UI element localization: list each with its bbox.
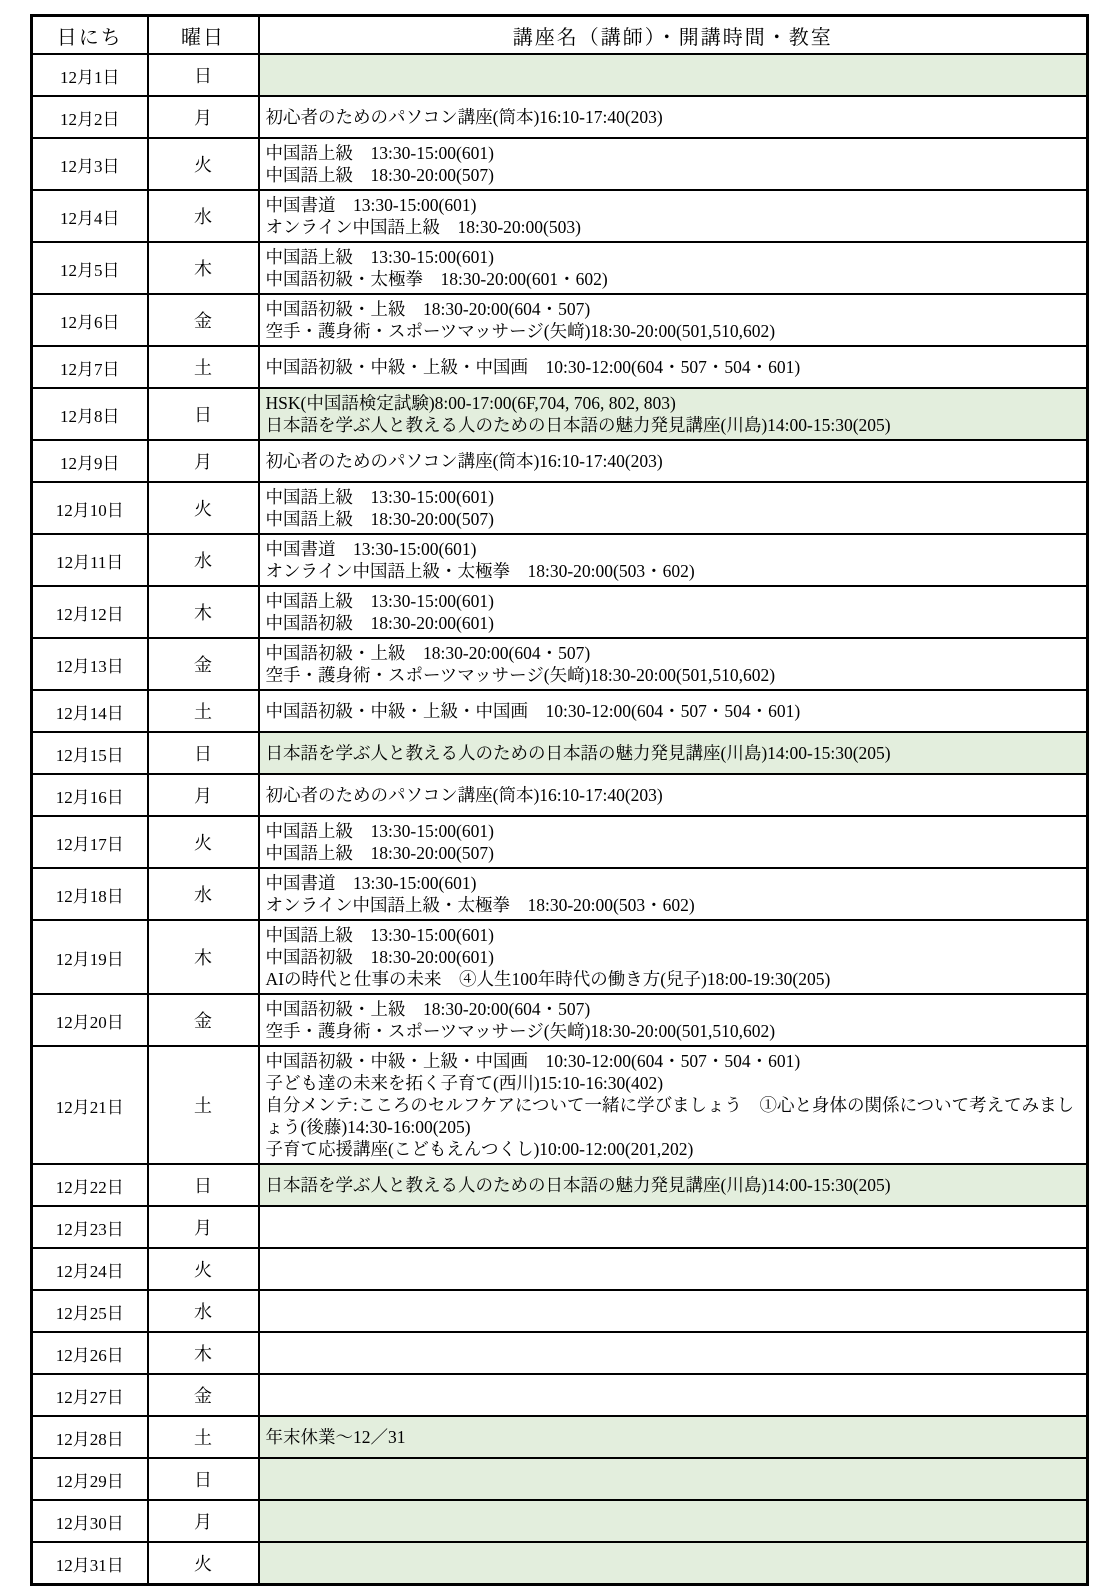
course-cell (259, 1164, 1088, 1206)
date-cell: 12月31日 (32, 1542, 148, 1585)
course-line: 中国語上級 13:30-15:00(601) (265, 143, 494, 163)
course-cell (259, 96, 1088, 138)
weekday-cell: 日 (148, 732, 259, 774)
course-schedule-table (30, 14, 1089, 1586)
weekday-cell: 火 (148, 1248, 259, 1290)
course-line: 中国語上級 13:30-15:00(601) (265, 487, 494, 507)
weekday-cell: 金 (148, 638, 259, 690)
header-weekday: 曜日 (148, 16, 259, 55)
schedule-row (32, 1164, 1088, 1206)
date-cell: 12月15日 (32, 732, 148, 774)
weekday-cell: 日 (148, 388, 259, 440)
course-line: 中国語上級 13:30-15:00(601) (265, 247, 494, 267)
date-cell: 12月6日 (32, 294, 148, 346)
course-line: AIの時代と仕事の未来 ④人生100年時代の働き方(兒子)18:00-19:30(205) (265, 969, 831, 989)
weekday-cell: 土 (148, 690, 259, 732)
schedule-row (32, 1374, 1088, 1416)
course-cell (259, 482, 1088, 534)
course-cell (259, 868, 1088, 920)
course-cell (259, 1416, 1088, 1458)
course-cell (259, 586, 1088, 638)
schedule-row (32, 638, 1088, 690)
schedule-row (32, 138, 1088, 190)
course-cell (259, 388, 1088, 440)
course-line: 空手・護身術・スポーツマッサージ(矢﨑)18:30-20:00(501,510,602) (265, 665, 776, 685)
course-cell (259, 816, 1088, 868)
weekday-cell: 月 (148, 1206, 259, 1248)
course-line: 子ども達の未来を拓く子育て(西川)15:10-16:30(402) (265, 1073, 664, 1093)
course-cell (259, 1500, 1088, 1542)
course-line: 中国語初級・上級 18:30-20:00(604・507) (265, 643, 591, 663)
date-cell: 12月13日 (32, 638, 148, 690)
weekday-cell: 月 (148, 96, 259, 138)
course-cell (259, 1542, 1088, 1585)
course-line: オンライン中国語上級・太極拳 18:30-20:00(503・602) (265, 895, 695, 915)
course-line: 中国語初級 18:30-20:00(601) (265, 947, 494, 967)
schedule-row (32, 1332, 1088, 1374)
course-cell (259, 1206, 1088, 1248)
header-row (32, 16, 1088, 55)
schedule-row (32, 388, 1088, 440)
weekday-cell: 土 (148, 346, 259, 388)
course-line: HSK(中国語検定試験)8:00-17:00(6F,704, 706, 802, 803) (265, 393, 676, 413)
schedule-row (32, 586, 1088, 638)
date-cell: 12月7日 (32, 346, 148, 388)
course-cell (259, 138, 1088, 190)
date-cell: 12月19日 (32, 920, 148, 994)
date-cell: 12月8日 (32, 388, 148, 440)
course-line: 中国語初級・中級・上級・中国画 10:30-12:00(604・507・504・601) (265, 357, 801, 377)
schedule-row (32, 482, 1088, 534)
schedule-row (32, 96, 1088, 138)
course-line: 中国語上級 13:30-15:00(601) (265, 591, 494, 611)
weekday-cell: 木 (148, 586, 259, 638)
weekday-cell: 月 (148, 774, 259, 816)
course-line: 年末休業～12／31 (265, 1427, 406, 1447)
date-cell: 12月14日 (32, 690, 148, 732)
course-line: 初心者のためのパソコン講座(筒本)16:10-17:40(203) (265, 107, 663, 127)
course-cell (259, 994, 1088, 1046)
schedule-row (32, 1248, 1088, 1290)
header-date: 日にち (32, 16, 148, 55)
date-cell: 12月3日 (32, 138, 148, 190)
date-cell: 12月26日 (32, 1332, 148, 1374)
weekday-cell: 土 (148, 1046, 259, 1164)
course-cell (259, 1290, 1088, 1332)
course-line: 中国語上級 13:30-15:00(601) (265, 925, 494, 945)
weekday-cell: 火 (148, 482, 259, 534)
header-course-info: 講座名（講師）・開講時間・教室 (259, 16, 1088, 55)
weekday-cell: 木 (148, 920, 259, 994)
weekday-cell: 水 (148, 868, 259, 920)
schedule-row (32, 294, 1088, 346)
schedule-row (32, 1542, 1088, 1585)
date-cell: 12月10日 (32, 482, 148, 534)
course-line: 初心者のためのパソコン講座(筒本)16:10-17:40(203) (265, 451, 663, 471)
course-cell (259, 346, 1088, 388)
date-cell: 12月5日 (32, 242, 148, 294)
schedule-row (32, 1206, 1088, 1248)
course-cell (259, 920, 1088, 994)
course-cell (259, 1332, 1088, 1374)
course-line: 日本語を学ぶ人と教える人のための日本語の魅力発見講座(川島)14:00-15:30(205) (265, 743, 891, 763)
course-line: 日本語を学ぶ人と教える人のための日本語の魅力発見講座(川島)14:00-15:30(205) (265, 415, 891, 435)
schedule-row (32, 440, 1088, 482)
weekday-cell: 水 (148, 534, 259, 586)
course-line: 中国書道 13:30-15:00(601) (265, 873, 477, 893)
schedule-row (32, 1500, 1088, 1542)
weekday-cell: 月 (148, 1500, 259, 1542)
schedule-row (32, 868, 1088, 920)
course-line: 子育て応援講座(こどもえんつくし)10:00-12:00(201,202) (265, 1139, 694, 1159)
weekday-cell: 月 (148, 440, 259, 482)
date-cell: 12月1日 (32, 54, 148, 96)
course-line: 中国書道 13:30-15:00(601) (265, 539, 477, 559)
date-cell: 12月20日 (32, 994, 148, 1046)
date-cell: 12月4日 (32, 190, 148, 242)
course-line: 日本語を学ぶ人と教える人のための日本語の魅力発見講座(川島)14:00-15:30(205) (265, 1175, 891, 1195)
schedule-row (32, 1290, 1088, 1332)
course-line: 中国語初級・中級・上級・中国画 10:30-12:00(604・507・504・601) (265, 1051, 801, 1071)
course-line: 初心者のためのパソコン講座(筒本)16:10-17:40(203) (265, 785, 663, 805)
date-cell: 12月28日 (32, 1416, 148, 1458)
schedule-row (32, 242, 1088, 294)
course-cell (259, 1248, 1088, 1290)
weekday-cell: 日 (148, 1164, 259, 1206)
course-line: 中国語初級・上級 18:30-20:00(604・507) (265, 299, 591, 319)
weekday-cell: 火 (148, 816, 259, 868)
schedule-body (32, 54, 1088, 1585)
schedule-row (32, 54, 1088, 96)
date-cell: 12月23日 (32, 1206, 148, 1248)
weekday-cell: 水 (148, 1290, 259, 1332)
date-cell: 12月11日 (32, 534, 148, 586)
weekday-cell: 火 (148, 138, 259, 190)
schedule-row (32, 346, 1088, 388)
date-cell: 12月17日 (32, 816, 148, 868)
schedule-row (32, 994, 1088, 1046)
date-cell: 12月22日 (32, 1164, 148, 1206)
schedule-row (32, 1046, 1088, 1164)
course-cell (259, 534, 1088, 586)
course-line: 自分メンテ:こころのセルフケアについて一緒に学びましょう ①心と身体の関係について考えてみましょう(後藤)14:30-16:00(205) (265, 1095, 1075, 1137)
course-line: 中国語初級・太極拳 18:30-20:00(601・602) (265, 269, 608, 289)
weekday-cell: 日 (148, 1458, 259, 1500)
schedule-row (32, 690, 1088, 732)
course-cell (259, 1374, 1088, 1416)
date-cell: 12月30日 (32, 1500, 148, 1542)
course-cell (259, 190, 1088, 242)
schedule-row (32, 920, 1088, 994)
course-cell (259, 1458, 1088, 1500)
course-cell (259, 774, 1088, 816)
course-cell (259, 732, 1088, 774)
course-line: 空手・護身術・スポーツマッサージ(矢﨑)18:30-20:00(501,510,602) (265, 321, 776, 341)
course-line: 中国語上級 18:30-20:00(507) (265, 509, 494, 529)
date-cell: 12月25日 (32, 1290, 148, 1332)
date-cell: 12月29日 (32, 1458, 148, 1500)
date-cell: 12月12日 (32, 586, 148, 638)
date-cell: 12月2日 (32, 96, 148, 138)
course-line: 中国語初級・上級 18:30-20:00(604・507) (265, 999, 591, 1019)
course-cell (259, 638, 1088, 690)
schedule-row (32, 534, 1088, 586)
weekday-cell: 土 (148, 1416, 259, 1458)
weekday-cell: 金 (148, 994, 259, 1046)
date-cell: 12月9日 (32, 440, 148, 482)
course-line: 中国語上級 13:30-15:00(601) (265, 821, 494, 841)
course-line: 中国語上級 18:30-20:00(507) (265, 165, 494, 185)
table-header (32, 16, 1088, 55)
course-line: 空手・護身術・スポーツマッサージ(矢﨑)18:30-20:00(501,510,602) (265, 1021, 776, 1041)
course-cell (259, 54, 1088, 96)
date-cell: 12月27日 (32, 1374, 148, 1416)
weekday-cell: 金 (148, 294, 259, 346)
weekday-cell: 木 (148, 1332, 259, 1374)
schedule-row (32, 816, 1088, 868)
date-cell: 12月24日 (32, 1248, 148, 1290)
schedule-row (32, 732, 1088, 774)
course-line: 中国語上級 18:30-20:00(507) (265, 843, 494, 863)
weekday-cell: 水 (148, 190, 259, 242)
course-cell (259, 440, 1088, 482)
course-line: オンライン中国語上級・太極拳 18:30-20:00(503・602) (265, 561, 695, 581)
weekday-cell: 火 (148, 1542, 259, 1585)
schedule-row (32, 774, 1088, 816)
course-line: 中国語初級・中級・上級・中国画 10:30-12:00(604・507・504・601) (265, 701, 801, 721)
weekday-cell: 金 (148, 1374, 259, 1416)
course-line: 中国書道 13:30-15:00(601) (265, 195, 477, 215)
date-cell: 12月18日 (32, 868, 148, 920)
date-cell: 12月16日 (32, 774, 148, 816)
course-cell (259, 1046, 1088, 1164)
course-cell (259, 294, 1088, 346)
date-cell: 12月21日 (32, 1046, 148, 1164)
schedule-row (32, 190, 1088, 242)
weekday-cell: 日 (148, 54, 259, 96)
course-cell (259, 242, 1088, 294)
schedule-row (32, 1458, 1088, 1500)
weekday-cell: 木 (148, 242, 259, 294)
schedule-row (32, 1416, 1088, 1458)
course-cell (259, 690, 1088, 732)
course-line: 中国語初級 18:30-20:00(601) (265, 613, 494, 633)
course-line: オンライン中国語上級 18:30-20:00(503) (265, 217, 581, 237)
